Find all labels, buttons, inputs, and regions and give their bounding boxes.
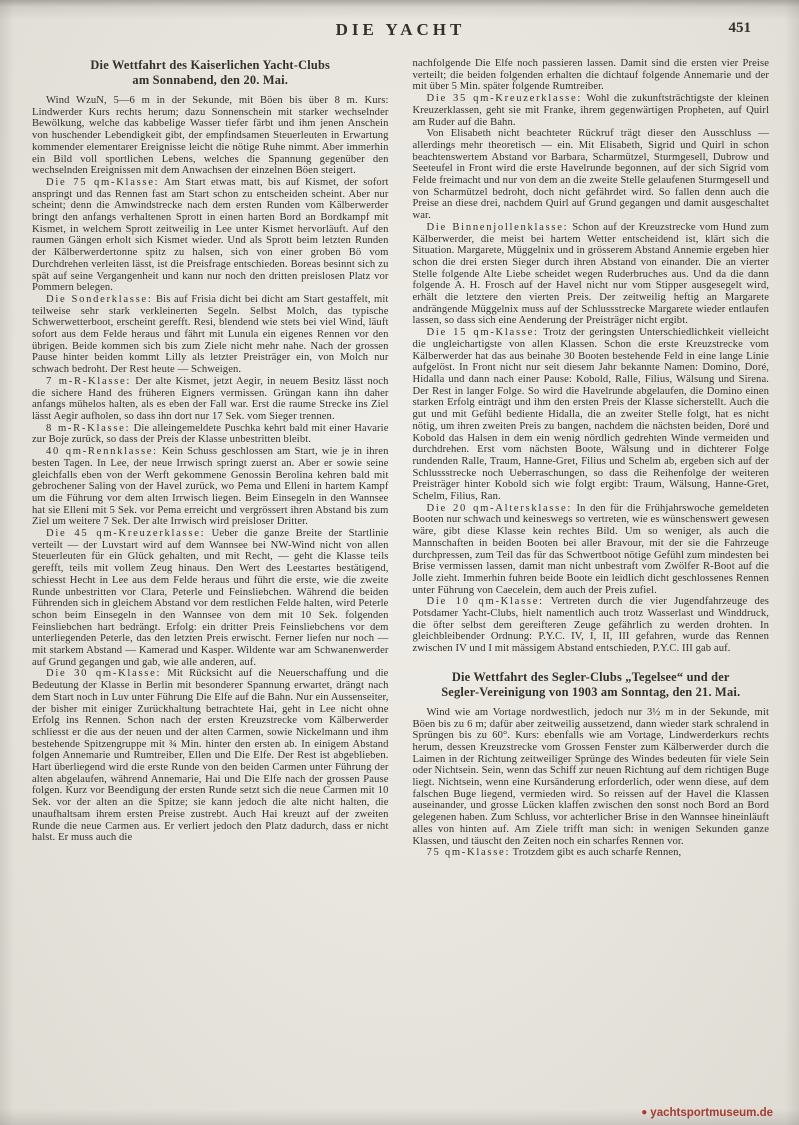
paragraph xyxy=(32,376,389,423)
paragraph-text: Ueber die ganze Breite der Startlinie verteilt — der Luvstart wird auf dem Wannsee bei NW-Wind nicht von allen Steuerleuten für ein Glück gehalten, und mit Recht, — geht die Klasse teils gerefft, teils mit vollem Zeug hinaus. Den Wert des Leestartes bestätigend, schiesst Hecht in Lee aus dem Felde heraus und führt die erste, wie die zweite Runde unbestritten vor Clara, Peterle und Feinsliebchen. Während die beiden Führenden sich in gleichem Abstand vor dem restlichen Felde halten, wird Peterle schon beim Einsegeln in den Wannsee von dem mit 10 Sek. folgenden Feinsliebchen hart bedrängt. Erfolg: ein dritter Preis Feinsliebchens vor dem unterliegenden Peterle, das den letzten Preis erwischt. Ferner liefen nur noch — mit starkem Abstand — Kamerad und Kasper. Wildente war am Schwanenwerder auf Grund gegangen und gab, wie alle anderen, auf. xyxy=(32,528,389,668)
page-number: 451 xyxy=(728,20,751,36)
paragraph xyxy=(413,93,770,128)
paragraph xyxy=(413,222,770,327)
paragraph-text: Trotzdem gibt es auch scharfe Rennen, xyxy=(510,847,682,859)
paragraph-text: In den für die Frühjahrswoche gemeldeten Booten nur schwach und keineswegs so vertreten, wie es wünschenswert gewesen wäre, gibt diese Klasse kein rechtes Bild. Um so weniger, als auch die Mannschaften in beiden Booten bei aller Bravour, mit der sie die Fahrzeuge durchpressen, zum Teil das für das Schwertboot nötige Gefühl zum mindesten bei Brise vermissen lassen, damit man nicht unbestraft vom Zwölfer R-Boot auf die Jolle zieht. Immerhin fuhren beide Boote ein leidlich dicht geschlossenes Rennen unter Führung von Caecelein, dem auch der Preis zufiel. xyxy=(412,502,769,596)
class-label: Die Binnenjollenklasse: xyxy=(426,221,569,233)
class-label: Die Sonderklasse: xyxy=(46,293,153,305)
article-2-title xyxy=(413,670,770,700)
article-1-title-line2: am Sonnabend, den 20. Mai. xyxy=(132,73,289,87)
class-label: Die 15 qm-Klasse: xyxy=(426,327,539,339)
paragraph xyxy=(32,95,389,177)
class-label: 40 qm-Rennklasse: xyxy=(46,446,158,458)
class-label: Die 75 qm-Klasse: xyxy=(46,176,160,188)
paragraph-text: Wohl die zukunftsträchtigste der kleinen Kreuzerklassen, geht sie mit Franke, ihrem gegenwärtigen Propheten, auf Quirl am Ruder auf die Bahn. xyxy=(412,93,769,128)
article-2-title-line2: Segler-Vereinigung von 1903 am Sonntag, den 21. Mai. xyxy=(441,684,741,699)
paragraph-continuation xyxy=(413,58,770,93)
paragraph-text: Der alte Kismet, jetzt Aegir, in neuem Besitz lässt noch die sichere Hand des früheren Eigners vermissen. Grüngan kann ihn daher anfangs mühelos halten, als es eben der Fall war. Erst die raume Strecke ins Ziel lässt Aegir aufholen, so dass ihn dort nur 17 Sek. vom Sieger trennen. xyxy=(32,375,389,422)
article-2-title-line1: Die Wettfahrt des Segler-Clubs „Tegelsee“ und der xyxy=(451,669,730,684)
watermark xyxy=(641,1107,773,1119)
paragraph-text: Trotz der geringsten Unterschiedlichkeit vielleicht die ungleichartigste von allen Klassen. Schon die erste Kreuzstrecke vom Kälberwerder hat das aus beinahe 30 Booten bestehende Feld in eine lange Linie aufgelöst. In Front nicht nur seit diesem Jahr bekannte Namen: Domino, Doré, Hidalla und dann nach einer Pause: Kobold, Ralle, Filius, Wälsung und Sirena. Der Rest in langer Folge. So wird die Havelrunde abgelaufen, die Domino einen starken Erfolg einträgt und ihm den ersten Preis der Klasse sicherstellt. Auch die gut und mit Gefühl bediente Hidalla, die an zweiter Stelle folgt, hat es nicht nötig, um ihren zweiten Preis zu bangen, nachdem die nächsten beiden, Doré und Kobold das Halsen in dem ein wenig nördlich gedrehten Winde vermeiden und durchdrehen. Erst vom nächsten Boote, Wälsung und in dichterer Folge rundenden Ralle, Traum, Hanne-Gret, Filius und Schelm ab, ergeben sich auf der Schlussstrecke noch Ueberraschungen, so dass die Reihenfolge der weiteren Preisträger hinter Kobold sich wie folgt ergibt: Traum, Wälsung, Hanne-Gret, Schelm, Filius, Ran. xyxy=(412,327,769,503)
magazine-title: DIE YACHT xyxy=(335,20,466,39)
text-columns xyxy=(32,58,769,859)
paragraph-text: Von Elisabeth nicht beachteter Rückruf trägt dieser den Ausschluss — allerdings mehr theoretisch — ein. Mit Elisabeth, Sigrid und Quirl in schon beachtenswertem Abstand vor Barbara, Scharmützel, Sturmgesell, Dubrow und Seeteufel in Front wird die erste Havelrunde begonnen, auf der sich Sigrid vom Felde freimacht und nur von dem an die zweite Stelle gelaufenen Sturmgesell und von Scharmützel bedroht, doch nicht gefährdet wird. So fallen denn auch die Preise an diese drei, nachdem Quirl auf Grund gegangen und damit ausgeschaltet war. xyxy=(412,128,769,222)
class-label: Die 20 qm-Altersklasse: xyxy=(426,502,573,514)
class-label: Die 10 qm-Klasse: xyxy=(426,596,544,608)
class-label: 8 m-R-Klasse: xyxy=(46,422,131,434)
article-1-title xyxy=(32,58,389,88)
paragraph xyxy=(32,528,389,668)
paragraph xyxy=(413,327,770,503)
paragraph-text: Wind wie am Vortage nordwestlich, jedoch nur 3½ m in der Sekunde, mit Böen bis zu 6 m; dafür aber zeitweilig aussetzend, dann wieder stark schralend in Sprüngen bis zu 60°. Kurs: ebenfalls wie am Vortage, Lindwerderkurs rechts herum, dessen Kreuzstrecke vom Grossen Fenster zum Kälberwerder durch die Laimen in der Richtung zeitweiliger Sprünge des Windes bedeuten für viele Sein oder Nichtsein. Sein, wenn das Schiff zur neuen Richtung auf dem richtigen Buge liegt. Nichtsein, wenn eine Kursänderung erforderlich, oder wenn diese, auf dem falschen Buge liegend, vermieden wird. So reissen auf der Havel die Klassen auseinander, und grosse Lücken klaffen zwischen den sonst noch Bord an Bord gelegenen haben. Zum Schluss, vor achterlicher Brise in den Wannsee hineinläuft alles von hinten auf. Am Ziele trifft man sich: in wenigen Sekunden ganze Klassen, und täuscht den Zeiten noch ein scharfes Rennen vor. xyxy=(412,706,769,847)
paragraph xyxy=(32,294,389,376)
paragraph xyxy=(32,423,389,446)
class-label: 7 m-R-Klasse: xyxy=(46,375,132,387)
paragraph xyxy=(32,668,389,844)
paragraph xyxy=(32,177,389,294)
paragraph xyxy=(413,503,770,597)
paragraph xyxy=(413,847,770,859)
class-label: Die 35 qm-Kreuzerklasse: xyxy=(426,93,583,105)
right-column xyxy=(413,58,770,859)
paragraph-text: Vertreten durch die vier Jugendfahrzeuge des Potsdamer Yacht-Clubs, hielt namentlich auch trotz Wasserlast und Winddruck, die öfter selbst dem gereifteren Zeuge gefährlich zu werden drohten. In gleichbleibender Ordnung: P.Y.C. IV, I, II, III gefahren, wurde das Rennen zwischen IV und I mit mässigem Abstand entschieden, P.Y.C. III gab auf. xyxy=(412,596,769,655)
paragraph-text: Mit Rücksicht auf die Neuerschaffung und die Bedeutung der Klasse in Berlin mit besonderer Spannung erwartet, drängt nach dem Start noch in Luv unter Führung Die Elfe auf die Bahn. Nur ein Aussenseiter, der bisher mit einiger Zurückhaltung betrachtete Hai, geht in Lee nicht ohne Erfolg ins Rennen. Schon nach der ersten Kreuzstrecke vom Kälberwerder schliesst er die aus der neuen und der alten Carmen, sowie Nickelmann und ihm bestehende Spitzengruppe mit ¾ Min. hinter den ersten ab. In einigem Abstand folgen Annemarie und Rumtreiber, Ellen und Die Elfe. Der Rest ist abgeblieben. Hart überliegend wird die erste Runde von den beiden Carmen unter Führung der alten abgelaufen, während Annemarie, Hai und Die Elfe nach der grossen Pause folgen. Kurz vor Beendigung der ersten Runde setzt sich die neue Carmen mit 10 Sek. vor der alten an die Spitze; sie kann jedoch die alte nicht halten, die unaufhaltsam ihrem ersten Preise zustrebt. Auch Hai kreuzt auf der zweiten Runde die neue Carmen aus. Er verliert jedoch den Platz dadurch, dass er nicht halst. Er muss auch die xyxy=(32,668,389,844)
paragraph-text: Schon auf der Kreuzstrecke vom Hund zum Kälberwerder, die meist bei hartem Wetter entscheidend ist, klärt sich die Situation. Margarete, Müggelnix und in grösserem Abstand Annemie ergeben hier schon die drei ersten Sieger durch ihren Abstand von einander. Die an vierter Stelle folgende Alte Liebe scheidet wegen Ruderbruches aus. Und da die dann folgende A. H. Frosch auf der Havel nicht nur vom Stipper ausgesegelt wird, erhält die letztere den vierten Preis. Der zeitweilig heftig an Margarete andrängende Müggelnix muss auf der Schlussstrecke Margarete wieder entlaufen lassen, so dass sich eine Aenderung der Preisträger nicht ergibt. xyxy=(412,221,769,327)
paragraph xyxy=(32,446,389,528)
paragraph-text: Kein Schuss geschlossen am Start, wie je in ihren besten Tagen. In Lee, der neue Irrwisch springt zuerst an. Aber er sowie seine gleichfalls eben von der Werft gekommene Genossin Berolina kehren bald mit gebrochener Saling von der Havel zurück, wo Pema und Elleni in hartem Kampf um die Führung vor dem alten Irrwisch liegen. Beim Einsegeln in den Wannsee hat sie Elleni mit 5 Sek. vor Pema erreicht und vergrössert ihren Abstand bis zum Ziel um weitere 7 Sek. Der alte Irrwisch wird preisloser Dritter. xyxy=(32,446,389,528)
class-label: 75 qm-Klasse: xyxy=(426,847,511,859)
paragraph-text: nachfolgende Die Elfe noch passieren lassen. Damit sind die ersten vier Preise verteilt; die beiden folgenden erhalten die dichtauf folgende Annemarie und der mit über 5 Min. später folgende Rumtreiber. xyxy=(412,58,769,93)
paragraph-text: Wind WzuN, 5—6 m in der Sekunde, mit Böen bis über 8 m. Kurs: Lindwerder Kurs rechts herum; dazu Sonnenschein mit starker wechselnder Bewölkung, welche das kabbelige Wasser tiefer färbt und ihm jenen Anschein von huschender Lebendigkeit gibt, der empfindsamen Steuerleuten in Erwartung kommender elementarer Ereignisse leicht die nötige Ruhe nimmt. Aber immerhin ein Bild voll sportlichen Lebens, welches die Spannung gegenüber den wechselnden Ereignissen mit dem Anwachsen der einzelnen Böen steigert. xyxy=(32,95,389,177)
class-label: Die 45 qm-Kreuzerklasse: xyxy=(46,528,206,540)
paragraph-text: Bis auf Frisia dicht bei dicht am Start gestaffelt, mit teilweise sehr stark verkleinerten Segeln. Selbst Molch, das typische Schwerwetterboot, erscheint gerefft. Resi, blendend wie stets bei viel Wind, läuft sofort aus dem Felde heraus und fährt mit Lunula ein eigenes Rennen vor den übrigen. Beide kommen sich bis zum Ziele nicht mehr nahe. Nach der grossen Pause hinter beiden kommt Lilly als letzter Preisträger ein, von Molch nur schwach bedroht. Der Rest heute — Schweigen. xyxy=(32,293,389,376)
paragraph xyxy=(413,596,770,655)
paragraph xyxy=(413,707,770,847)
paragraph-text: Die alleingemeldete Puschka kehrt bald mit einer Havarie zur Boje zurück, so dass der Preis der Klasse unbestritten bleibt. xyxy=(32,422,389,446)
paragraph xyxy=(413,128,770,222)
page-header xyxy=(32,12,769,42)
class-label: Die 30 qm-Klasse: xyxy=(46,668,162,680)
article-1-title-line1: Die Wettfahrt des Kaiserlichen Yacht-Clubs xyxy=(90,58,331,72)
left-column xyxy=(32,58,389,859)
watermark-text: yachtsportmuseum.de xyxy=(650,1107,773,1119)
watermark-dot-icon: ● xyxy=(641,1107,648,1118)
paragraph-text: Am Start etwas matt, bis auf Kismet, der sofort anspringt und das Rennen fast am Start schon zu entscheiden scheint. Aber nur scheint; denn die Amwindstrecke nach dem ersten Runden vom Kälberwerder bringt den anfangs verhaltenen Sprott in einen harten Bord an Bordkampf mit Kismet, in welchem Sprott zeitweilig in Lee unter Kismet hervorläuft. Auf den raumen Gängen erholt sich Kismet wieder. Und als Sprott beim letzten Runden der Kälberwerdertonne spitz zu halsen, sich von einer groben Bö vom Durchdrehen verleiten lässt, ist die Preisfrage entschieden. Boreas besinnt sich zu spät auf seine Vergangenheit und kann nur noch den dritten preislosen Platz vor Pommern belegen. xyxy=(32,176,389,294)
